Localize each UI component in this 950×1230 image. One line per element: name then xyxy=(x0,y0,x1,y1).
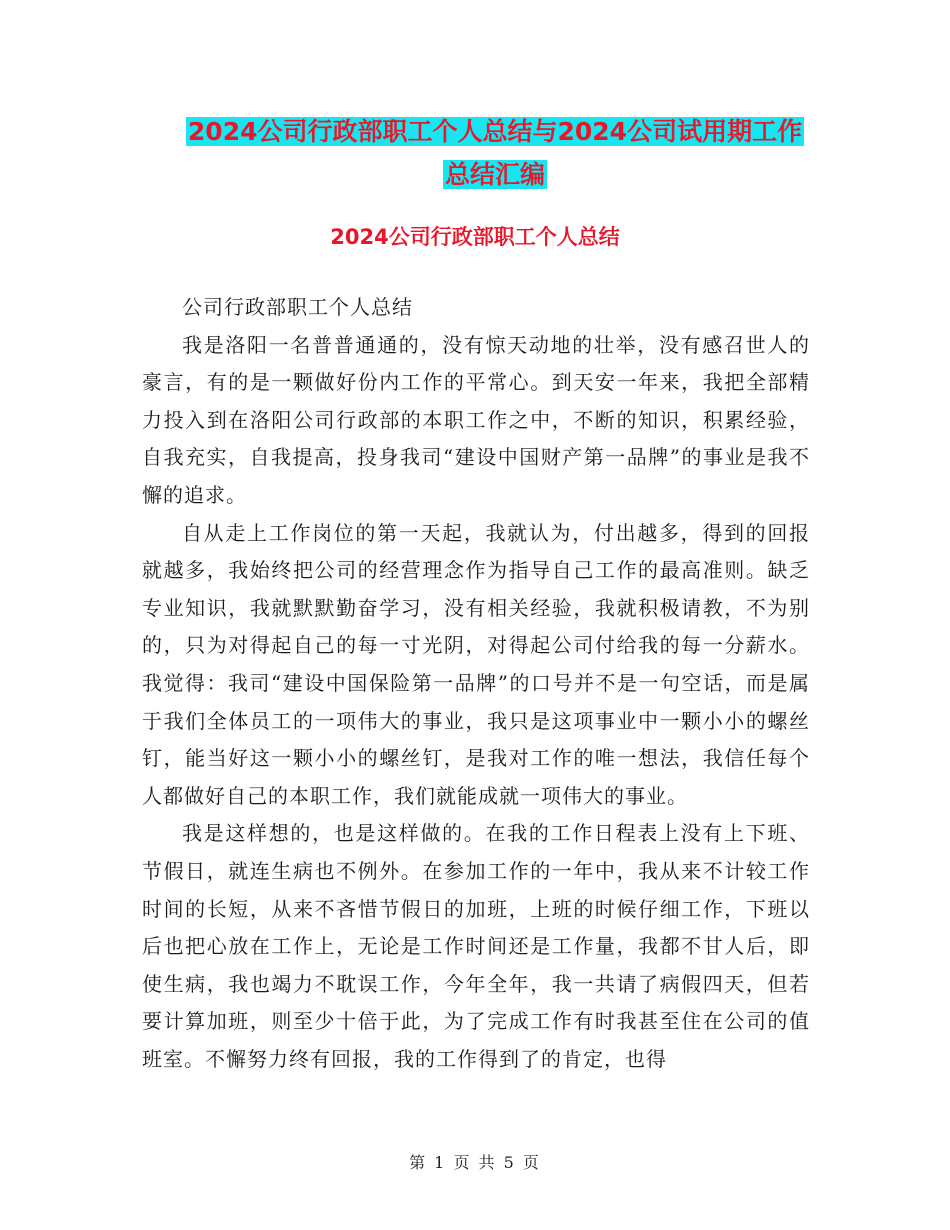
paragraph: 我是洛阳一名普普通通的，没有惊天动地的壮举，没有感召世人的豪言，有的是一颗做好份内工作的平常心。到天安一年来，我把全部精力投入到在洛阳公司行政部的本职工作之中，不断的知识，积累经验，自我充实，自我提高，投身我司“建设中国财产第一品牌”的事业是我不懈的追求。 xyxy=(142,332,810,507)
document-body xyxy=(142,289,810,1078)
paragraph: 我是这样想的，也是这样做的。在我的工作日程表上没有上下班、节假日，就连生病也不例外。在参加工作的一年中，我从来不计较工作时间的长短，从来不吝惜节假日的加班，上班的时候仔细工作，下班以后也把心放在工作上，无论是工作时间还是工作量，我都不甘人后，即使生病，我也竭力不耽误工作，今年全年，我一共请了病假四天，但若要计算加班，则至少十倍于此，为了完成工作有时我甚至住在公司的值班室。不懈努力终有回报，我的工作得到了的肯定，也得 xyxy=(142,821,810,1071)
paragraph: 自从走上工作岗位的第一天起，我就认为，付出越多，得到的回报就越多，我始终把公司的经营理念作为指导自己工作的最高准则。缺乏专业知识，我就默默勤奋学习，没有相关经验，我就积极请教，不为别的，只为对得起自己的每一寸光阴，对得起公司付给我的每一分薪水。我觉得：我司“建设中国保险第一品牌”的口号并不是一句空话，而是属于我们全体员工的一项伟大的事业，我只是这项事业中一颗小小的螺丝钉，能当好这一颗小小的螺丝钉，是我对工作的唯一想法，我信任每个人都做好自己的本职工作，我们就能成就一项伟大的事业。 xyxy=(142,520,810,808)
section-heading: 2024公司行政部职工个人总结 xyxy=(330,225,620,249)
document-title-line-2: 总结汇编 xyxy=(444,160,545,189)
document-title xyxy=(140,110,850,196)
page-number-footer: 第 1 页 共 5 页 xyxy=(409,1153,541,1172)
paragraph-subtitle: 公司行政部职工个人总结 xyxy=(182,295,413,319)
document-title-line-1: 2024公司行政部职工个人总结与2024公司试用期工作 xyxy=(187,117,803,146)
